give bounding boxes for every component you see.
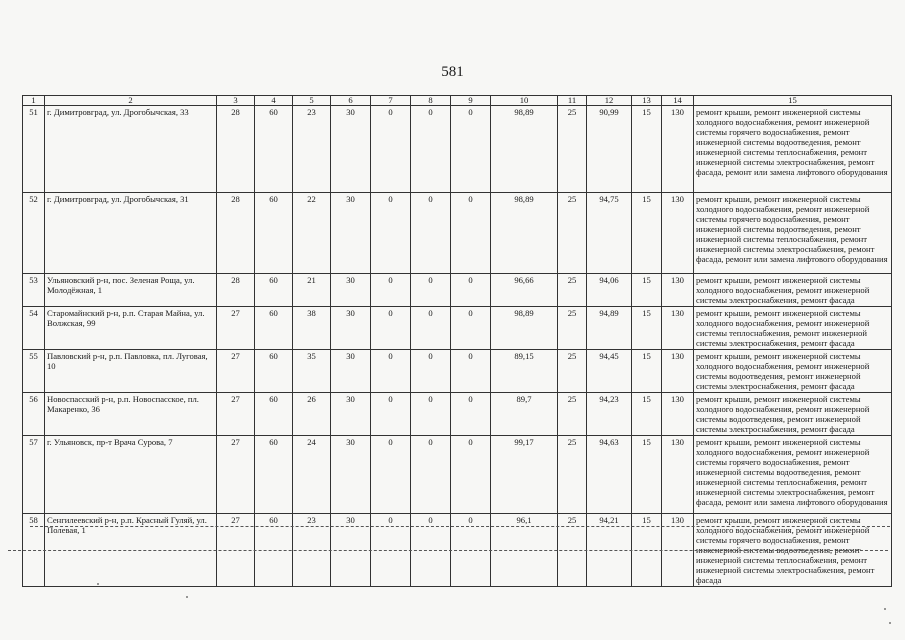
value-cell: 0 — [451, 350, 491, 393]
value-cell: 35 — [293, 350, 331, 393]
value-cell: 0 — [451, 193, 491, 274]
table-row — [23, 393, 892, 436]
value-cell: 0 — [371, 436, 411, 514]
address-cell: Новоспасский р-н, р.п. Новоспасское, пл. Макаренко, 36 — [45, 393, 217, 436]
value-cell: 130 — [662, 350, 694, 393]
table-row — [23, 350, 892, 393]
column-header: 8 — [411, 96, 451, 106]
value-cell: 30 — [331, 274, 371, 307]
value-cell: 25 — [558, 350, 587, 393]
value-cell: 94,06 — [587, 274, 632, 307]
value-cell: 60 — [255, 106, 293, 193]
value-cell: 0 — [371, 193, 411, 274]
value-cell: 15 — [632, 514, 662, 587]
column-number-row — [23, 96, 892, 106]
value-cell: 96,66 — [491, 274, 558, 307]
value-cell: 30 — [331, 307, 371, 350]
table-row — [23, 274, 892, 307]
value-cell: 0 — [411, 193, 451, 274]
value-cell: 94,23 — [587, 393, 632, 436]
value-cell: 0 — [451, 514, 491, 587]
value-cell: 0 — [411, 106, 451, 193]
value-cell: 24 — [293, 436, 331, 514]
column-header: 5 — [293, 96, 331, 106]
scan-artifact-line — [30, 526, 890, 527]
value-cell: 94,21 — [587, 514, 632, 587]
address-cell: г. Ульяновск, пр-т Врача Сурова, 7 — [45, 436, 217, 514]
value-cell: 60 — [255, 307, 293, 350]
works-cell: ремонт крыши, ремонт инженерной системы холодного водоснабжения, ремонт инженерной системы электроснабжения, ремонт фасада — [694, 274, 892, 307]
value-cell: 0 — [411, 307, 451, 350]
value-cell: 94,45 — [587, 350, 632, 393]
value-cell: 25 — [558, 274, 587, 307]
value-cell: 23 — [293, 514, 331, 587]
value-cell: 0 — [371, 307, 411, 350]
value-cell: 15 — [632, 307, 662, 350]
value-cell: 25 — [558, 106, 587, 193]
value-cell: 94,63 — [587, 436, 632, 514]
row-number: 56 — [23, 393, 45, 436]
value-cell: 22 — [293, 193, 331, 274]
value-cell: 60 — [255, 274, 293, 307]
row-number: 53 — [23, 274, 45, 307]
value-cell: 99,17 — [491, 436, 558, 514]
row-number: 51 — [23, 106, 45, 193]
value-cell: 27 — [217, 393, 255, 436]
row-number: 52 — [23, 193, 45, 274]
column-header: 11 — [558, 96, 587, 106]
value-cell: 0 — [451, 393, 491, 436]
table-row — [23, 106, 892, 193]
row-number: 57 — [23, 436, 45, 514]
works-cell: ремонт крыши, ремонт инженерной системы холодного водоснабжения, ремонт инженерной системы горячего водоснабжения, ремонт инженерной системы водоотведения, ремонт инженерной системы теплоснабжения, ремонт инженерной системы электроснабжения, ремонт фасада, ремонт или замена лифтового оборудования — [694, 193, 892, 274]
value-cell: 15 — [632, 436, 662, 514]
value-cell: 0 — [371, 350, 411, 393]
value-cell: 0 — [451, 274, 491, 307]
address-cell: Павловский р-н, р.п. Павловка, пл. Луговая, 10 — [45, 350, 217, 393]
value-cell: 30 — [331, 193, 371, 274]
value-cell: 15 — [632, 393, 662, 436]
column-header: 7 — [371, 96, 411, 106]
scan-artifact-line — [8, 550, 888, 551]
page-number: 581 — [441, 64, 464, 80]
value-cell: 25 — [558, 436, 587, 514]
value-cell: 0 — [371, 393, 411, 436]
value-cell: 28 — [217, 193, 255, 274]
value-cell: 60 — [255, 393, 293, 436]
row-number: 55 — [23, 350, 45, 393]
value-cell: 130 — [662, 106, 694, 193]
table-row — [23, 193, 892, 274]
column-header: 6 — [331, 96, 371, 106]
column-header: 13 — [632, 96, 662, 106]
value-cell: 89,15 — [491, 350, 558, 393]
value-cell: 25 — [558, 193, 587, 274]
column-header: 9 — [451, 96, 491, 106]
value-cell: 0 — [371, 106, 411, 193]
value-cell: 27 — [217, 436, 255, 514]
row-number: 54 — [23, 307, 45, 350]
value-cell: 0 — [371, 514, 411, 587]
value-cell: 130 — [662, 193, 694, 274]
value-cell: 98,89 — [491, 106, 558, 193]
value-cell: 15 — [632, 106, 662, 193]
value-cell: 25 — [558, 393, 587, 436]
value-cell: 60 — [255, 514, 293, 587]
column-header: 10 — [491, 96, 558, 106]
value-cell: 30 — [331, 393, 371, 436]
column-header: 3 — [217, 96, 255, 106]
value-cell: 28 — [217, 106, 255, 193]
works-cell: ремонт крыши, ремонт инженерной системы холодного водоснабжения, ремонт инженерной системы горячего водоснабжения, ремонт инженерной системы водоотведения, ремонт инженерной системы теплоснабжения, ремонт инженерной системы электроснабжения, ремонт фасада, ремонт или замена лифтового оборудования — [694, 436, 892, 514]
column-header: 2 — [45, 96, 217, 106]
value-cell: 15 — [632, 350, 662, 393]
address-cell: Ульяновский р-н, пос. Зеленая Роща, ул. Молодёжная, 1 — [45, 274, 217, 307]
value-cell: 130 — [662, 393, 694, 436]
scan-speck — [884, 608, 886, 610]
works-cell: ремонт крыши, ремонт инженерной системы холодного водоснабжения, ремонт инженерной системы горячего водоснабжения, ремонт инженерной системы водоотведения, ремонт инженерной системы теплоснабжения, ремонт инженерной системы электроснабжения, ремонт фасада, ремонт или замена лифтового оборудования — [694, 106, 892, 193]
value-cell: 30 — [331, 514, 371, 587]
value-cell: 60 — [255, 436, 293, 514]
value-cell: 89,7 — [491, 393, 558, 436]
value-cell: 38 — [293, 307, 331, 350]
table-row — [23, 307, 892, 350]
value-cell: 27 — [217, 350, 255, 393]
value-cell: 98,89 — [491, 193, 558, 274]
row-number: 58 — [23, 514, 45, 587]
value-cell: 27 — [217, 307, 255, 350]
scan-speck — [186, 596, 188, 598]
value-cell: 0 — [411, 514, 451, 587]
works-cell: ремонт крыши, ремонт инженерной системы холодного водоснабжения, ремонт инженерной системы горячего водоснабжения, ремонт инженерной системы водоотведения, ремонт инженерной системы теплоснабжения, ремонт инженерной системы электроснабжения, ремонт фасада — [694, 514, 892, 587]
value-cell: 0 — [451, 436, 491, 514]
value-cell: 94,89 — [587, 307, 632, 350]
column-header: 4 — [255, 96, 293, 106]
value-cell: 25 — [558, 307, 587, 350]
value-cell: 25 — [558, 514, 587, 587]
value-cell: 94,75 — [587, 193, 632, 274]
value-cell: 98,89 — [491, 307, 558, 350]
value-cell: 0 — [451, 307, 491, 350]
address-cell: Старомайнский р-н, р.п. Старая Майна, ул. Волжская, 99 — [45, 307, 217, 350]
value-cell: 30 — [331, 350, 371, 393]
scan-speck — [889, 622, 891, 624]
table-row — [23, 436, 892, 514]
value-cell: 130 — [662, 307, 694, 350]
column-header: 1 — [23, 96, 45, 106]
scan-speck — [97, 583, 99, 585]
value-cell: 15 — [632, 193, 662, 274]
value-cell: 30 — [331, 436, 371, 514]
value-cell: 130 — [662, 274, 694, 307]
value-cell: 0 — [371, 274, 411, 307]
value-cell: 26 — [293, 393, 331, 436]
value-cell: 0 — [411, 436, 451, 514]
column-header: 12 — [587, 96, 632, 106]
value-cell: 60 — [255, 350, 293, 393]
address-cell: г. Димитровград, ул. Дрогобычская, 31 — [45, 193, 217, 274]
value-cell: 28 — [217, 274, 255, 307]
column-header: 15 — [694, 96, 892, 106]
works-cell: ремонт крыши, ремонт инженерной системы холодного водоснабжения, ремонт инженерной системы водоотведения, ремонт инженерной системы электроснабжения, ремонт фасада — [694, 350, 892, 393]
value-cell: 0 — [451, 106, 491, 193]
value-cell: 96,1 — [491, 514, 558, 587]
value-cell: 130 — [662, 514, 694, 587]
value-cell: 30 — [331, 106, 371, 193]
value-cell: 0 — [411, 274, 451, 307]
value-cell: 21 — [293, 274, 331, 307]
works-cell: ремонт крыши, ремонт инженерной системы холодного водоснабжения, ремонт инженерной системы водоотведения, ремонт инженерной системы электроснабжения, ремонт фасада — [694, 393, 892, 436]
column-header: 14 — [662, 96, 694, 106]
value-cell: 27 — [217, 514, 255, 587]
value-cell: 23 — [293, 106, 331, 193]
value-cell: 0 — [411, 393, 451, 436]
value-cell: 60 — [255, 193, 293, 274]
value-cell: 130 — [662, 436, 694, 514]
repair-registry-table — [22, 95, 892, 587]
address-cell: г. Димитровград, ул. Дрогобычская, 33 — [45, 106, 217, 193]
address-cell: Сенгилеевский р-н, р.п. Красный Гуляй, ул. Полевая, 1 — [45, 514, 217, 587]
value-cell: 0 — [411, 350, 451, 393]
value-cell: 90,99 — [587, 106, 632, 193]
works-cell: ремонт крыши, ремонт инженерной системы холодного водоснабжения, ремонт инженерной системы теплоснабжения, ремонт инженерной системы электроснабжения, ремонт фасада — [694, 307, 892, 350]
value-cell: 15 — [632, 274, 662, 307]
